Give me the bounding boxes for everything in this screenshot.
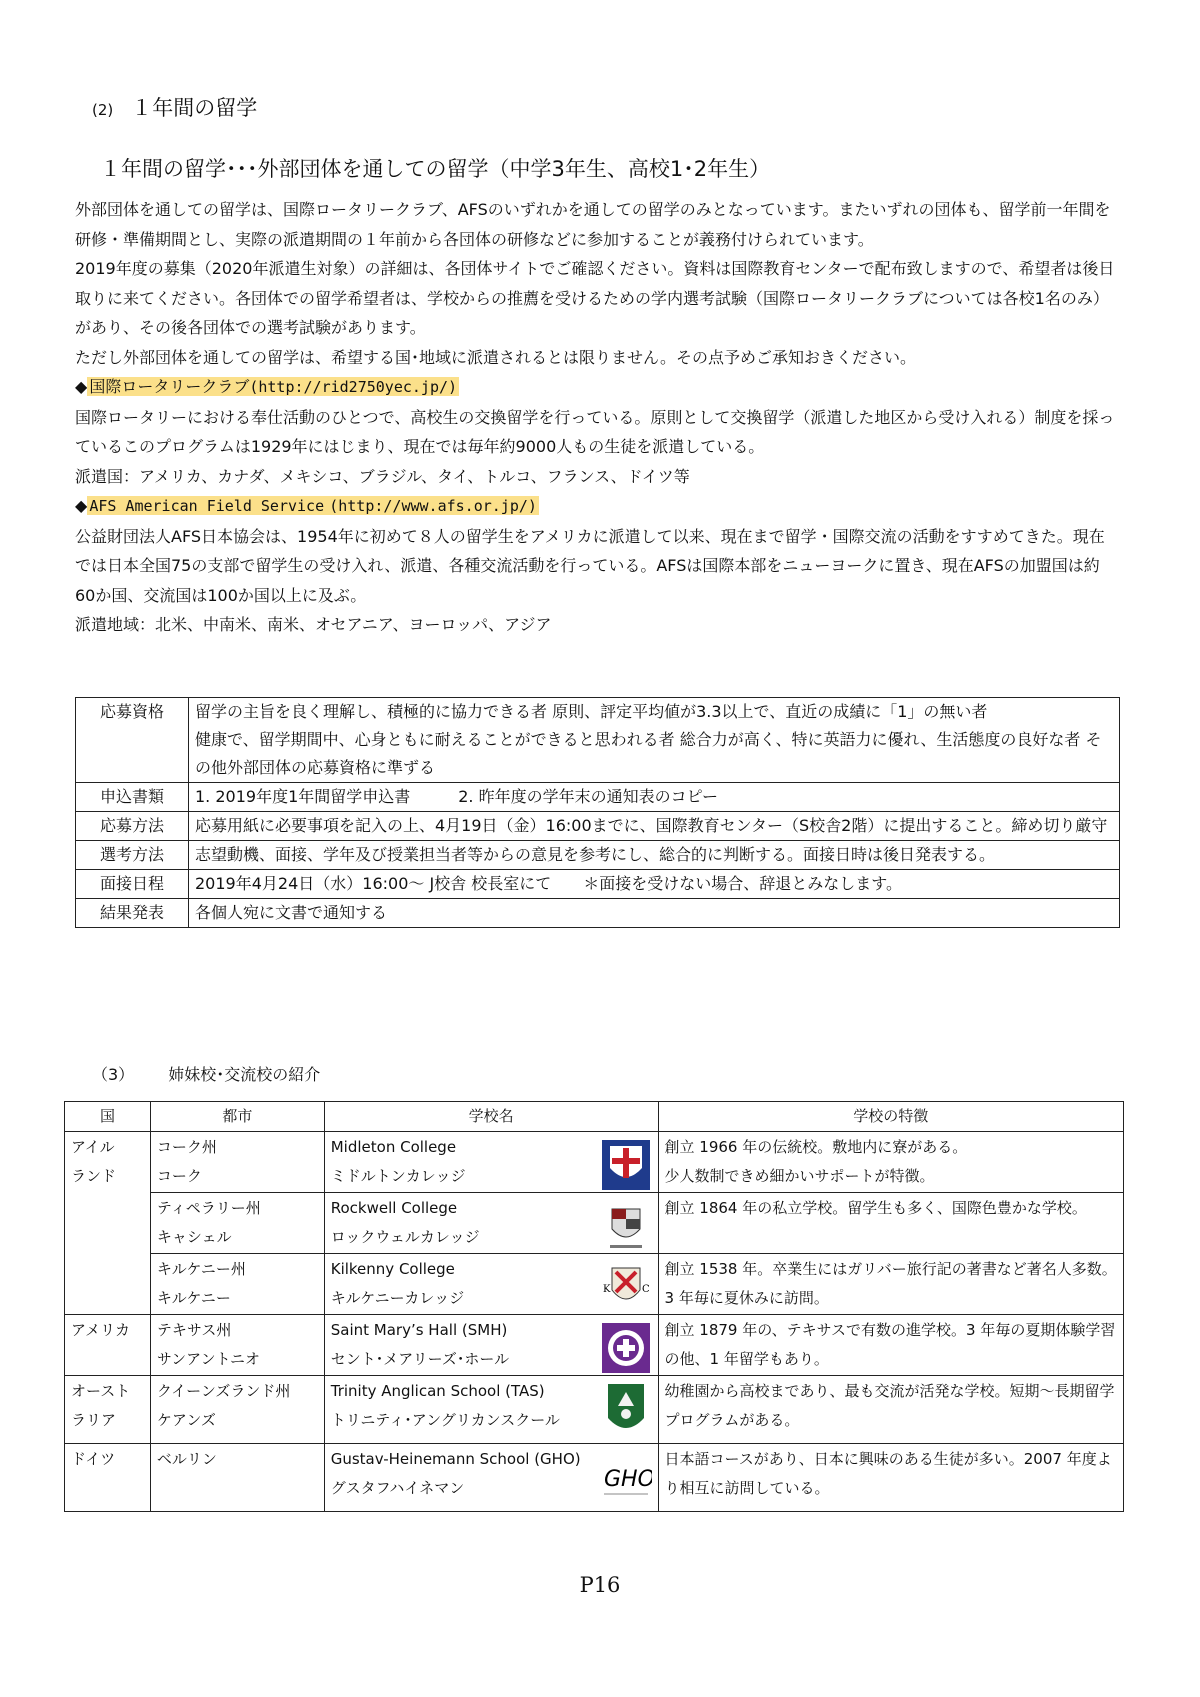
requirement-value: 各個人宛に文書で通知する: [189, 899, 1120, 928]
rotary-heading: [75, 372, 1120, 403]
requirement-label: 申込書類: [76, 783, 189, 812]
afs-regions: 派遣地域：北米、中南米、南米、オセアニア、ヨーロッパ、アジア: [75, 615, 552, 634]
school-country: ドイツ: [65, 1444, 151, 1512]
page-number: P16: [579, 1573, 621, 1597]
school-country: [65, 1254, 151, 1315]
school-feature: 創立 1966 年の伝統校。敷地内に寮がある。 少人数制できめ細かいサポートが特徴。: [658, 1132, 1123, 1193]
paragraph-intro: 外部団体を通しての留学は、国際ロータリークラブ、AFSのいずれかを通しての留学のみとなっています。またいずれの団体も、留学前一年間を研修・準備期間とし、実際の派遣期間の１年前から各団体の研修などに参加することが義務付けられています。: [75, 200, 1111, 249]
rotary-name: 国際ロータリークラブ: [89, 377, 250, 396]
school-row: [65, 1315, 1124, 1376]
school-city: クイーンズランド州 ケアンズ: [150, 1376, 324, 1444]
school-city: テキサス州 サンアントニオ: [150, 1315, 324, 1376]
svg-text:C: C: [641, 1284, 650, 1295]
body-text: [75, 195, 1120, 640]
school-feature: 創立 1879 年の、テキサスで有数の進学校。3 年毎の夏期体験学習の他、1 年留学もあり。: [658, 1315, 1123, 1376]
school-name-cell: [324, 1193, 658, 1254]
requirement-label: 選考方法: [76, 841, 189, 870]
diamond-marker: ◆: [75, 496, 88, 515]
requirement-value: 応募用紙に必要事項を記入の上、4月19日（金）16:00までに、国際教育センター（S校舎2階）に提出すること。締め切り厳守: [189, 812, 1120, 841]
requirement-value: 2019年4月24日（水）16:00～ J校舎 校長室にて ＊面接を受けない場合、辞退とみなします。: [189, 870, 1120, 899]
page-heading: １年間の留学･･･外部団体を通しての留学（中学3年生、高校1･2年生）: [100, 157, 771, 181]
school-name: Midleton College ミドルトンカレッジ: [330, 1138, 466, 1185]
diamond-marker: ◆: [75, 377, 88, 396]
requirement-row: [76, 812, 1120, 841]
requirement-row: [76, 783, 1120, 812]
rotary-description: 国際ロータリーにおける奉仕活動のひとつで、高校生の交換留学を行っている。原則として交換留学（派遣した地区から受け入れる）制度を採っているこのプログラムは1929年にはじまり、現在では毎年約9000人もの生徒を派遣している。: [75, 407, 1115, 456]
afs-description: 公益財団法人AFS日本協会は、1954年に初めて８人の留学生をアメリカに派遣して以来、現在まで留学・国際交流の活動をすすめてきた。現在では日本全国75の支部で留学生の受け入れ、派遣、各種交流活動を行っている。AFSは国際本部をニューヨークに置き、現在AFSの加盟国は約60か国、交流国は100か国以上に及ぶ。: [75, 526, 1105, 605]
requirements-table: [75, 697, 1120, 928]
rotary-countries: 派遣国：アメリカ、カナダ、メキシコ、ブラジル、タイ、トルコ、フランス、ドイツ等: [75, 466, 690, 486]
header-school: 学校名: [324, 1102, 658, 1132]
requirement-row: [76, 698, 1120, 783]
school-name: Trinity Anglican School (TAS) トリニティ･アングリカンスクール: [330, 1382, 560, 1429]
afs-heading: [75, 491, 1120, 522]
school-row: [65, 1193, 1124, 1254]
requirement-value: 1. 2019年度1年間留学申込書 2. 昨年度の学年末の通知表のコピー: [189, 783, 1120, 812]
requirement-value: 留学の主旨を良く理解し、積極的に協力できる者 原則、評定平均値が3.3以上で、直近の成績に「1」の無い者 健康で、留学期間中、心身ともに耐えることができると思われる者 総合力が高く、特に英語力に優れ、生活態度の良好な者 その他外部団体の応募資格に準ずる: [189, 698, 1120, 783]
gho-logo-icon: [600, 1450, 652, 1514]
school-feature: 日本語コースがあり、日本に興味のある生徒が多い。2007 年度より相互に訪問している。: [658, 1444, 1123, 1512]
school-city: ベルリン: [150, 1444, 324, 1512]
school-country: オースト ラリア: [65, 1376, 151, 1444]
school-city: ティペラリー州 キャシェル: [150, 1193, 324, 1254]
school-row: [65, 1376, 1124, 1444]
afs-name: AFS American Field Service: [89, 497, 325, 515]
requirement-label: 結果発表: [76, 899, 189, 928]
school-feature: 創立 1864 年の私立学校。留学生も多く、国際色豊かな学校。: [658, 1193, 1123, 1254]
header-feature: 学校の特徴: [658, 1102, 1123, 1132]
section-2-heading: [92, 92, 257, 122]
rotary-link[interactable]: (http://rid2750yec.jp/): [249, 378, 458, 396]
school-feature: 幼稚園から高校まであり、最も交流が活発な学校。短期～長期留学プログラムがある。: [658, 1376, 1123, 1444]
section-2-title: １年間の留学: [131, 96, 258, 120]
paragraph-recruitment: 2019年度の募集（2020年派遣生対象）の詳細は、各団体サイトでご確認ください。資料は国際教育センターで配布致しますので、希望者は後日取りに来てください。各団体での留学希望者は、学校からの推薦を受けるための学内選考試験（国際ロータリークラブについては各校1名のみ）があり、その後各団体での選考試験があります。: [75, 259, 1115, 337]
requirement-row: [76, 841, 1120, 870]
paragraph-note: ただし外部団体を通しての留学は、希望する国･地域に派遣されるとは限りません。その点予めご承知おきください。: [75, 347, 916, 367]
requirement-row: [76, 899, 1120, 928]
section-3-title: 姉妹校･交流校の紹介: [168, 1065, 321, 1084]
school-name: Saint Mary’s Hall (SMH) セント･メアリーズ･ホール: [330, 1321, 510, 1368]
header-city: 都市: [150, 1102, 324, 1132]
section-3-heading: [92, 1062, 320, 1085]
school-country: アイル ランド: [65, 1132, 151, 1193]
school-name-cell: [324, 1376, 658, 1444]
school-row: [65, 1254, 1124, 1315]
requirement-row: [76, 870, 1120, 899]
requirement-label: 応募方法: [76, 812, 189, 841]
school-name: Kilkenny College キルケニーカレッジ: [330, 1260, 465, 1307]
school-row: [65, 1444, 1124, 1512]
school-name-cell: [324, 1254, 658, 1315]
tas-shield-icon: [600, 1382, 652, 1446]
section-2-number: (2): [92, 101, 114, 119]
school-country: [65, 1193, 151, 1254]
section-3-number: （3）: [92, 1065, 135, 1084]
school-row: [65, 1132, 1124, 1193]
school-country: アメリカ: [65, 1315, 151, 1376]
requirement-label: 応募資格: [76, 698, 189, 783]
school-name-cell: [324, 1132, 658, 1193]
school-name-cell: [324, 1315, 658, 1376]
header-country: 国: [65, 1102, 151, 1132]
school-feature: 創立 1538 年。卒業生にはガリバー旅行記の著書など著名人多数。3 年毎に夏休みに訪問。: [658, 1254, 1123, 1315]
requirement-label: 面接日程: [76, 870, 189, 899]
svg-text:K: K: [602, 1284, 610, 1295]
school-name-cell: [324, 1444, 658, 1512]
school-name: Gustav-Heinemann School (GHO) グスタフハイネマン: [330, 1450, 581, 1497]
school-name: Rockwell College ロックウェルカレッジ: [330, 1199, 480, 1246]
school-city: コーク州 コーク: [150, 1132, 324, 1193]
school-city: キルケニー州 キルケニー: [150, 1254, 324, 1315]
schools-table: [64, 1101, 1124, 1512]
svg-text:GHO: GHO: [603, 1467, 652, 1492]
requirement-value: 志望動機、面接、学年及び授業担当者等からの意見を参考にし、総合的に判断する。面接日時は後日発表する。: [189, 841, 1120, 870]
afs-link[interactable]: (http://www.afs.or.jp/): [329, 497, 537, 515]
